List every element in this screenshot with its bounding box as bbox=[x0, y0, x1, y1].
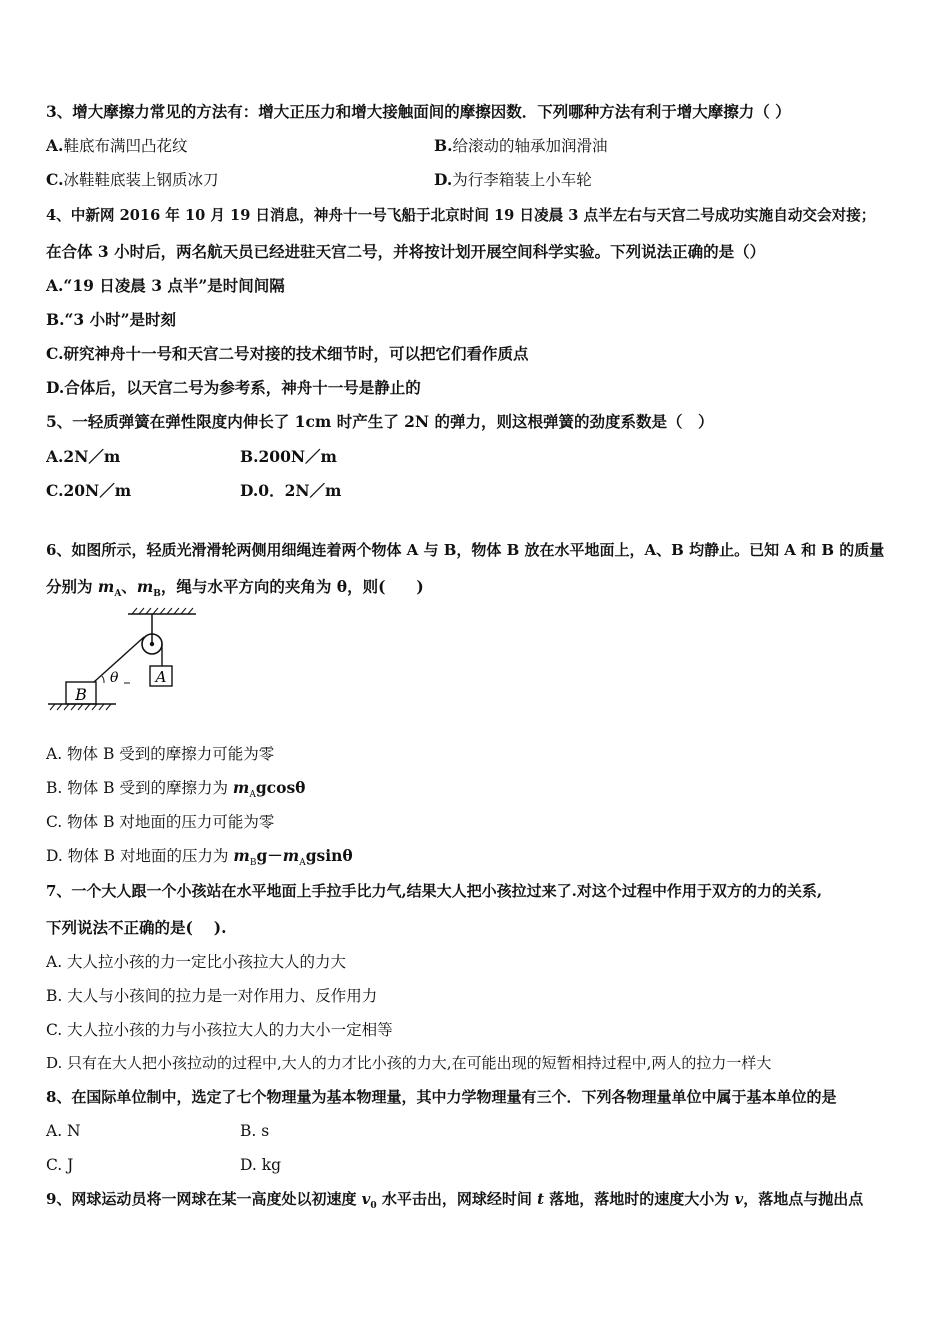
q9-stem: 9、网球运动员将一网球在某一高度处以初速度 $v_0$ 水平击出，网球经时间 t 落地，落地时的速度大小为 v，落地点与抛出点 bbox=[46, 1190, 864, 1211]
pulley-diagram bbox=[44, 604, 204, 716]
q8-stem: 8、在国际单位制中，选定了七个物理量为基本物理量，其中力学物理量有三个．下列各物理量单位中属于基本单位的是 bbox=[46, 1088, 837, 1106]
theta-label: θ bbox=[110, 670, 119, 686]
q7-option-d: D. 只有在大人把小孩拉动的过程中,大人的力才比小孩的力大,在可能出现的短暂相持过程中,两人的拉力一样大 bbox=[46, 1054, 772, 1072]
q7-option-a: A. 大人拉小孩的力一定比小孩拉大人的力大 bbox=[46, 953, 347, 971]
q3-option-d: D.为行李箱装上小车轮 bbox=[434, 170, 592, 189]
q8-option-c: C. J bbox=[46, 1156, 74, 1174]
q4-stem-line2: 在合体 3 小时后，两名航天员已经进驻天宫二号，并将按计划开展空间科学实验。下列说法正确的是（） bbox=[46, 242, 766, 261]
q4-option-c: C.研究神舟十一号和天宫二号对接的技术细节时，可以把它们看作质点 bbox=[46, 344, 529, 363]
q8-option-a: A. N bbox=[46, 1122, 81, 1140]
q6-option-d: D. 物体 B 对地面的压力为 $m_Bg-m_Agsin\theta$ bbox=[46, 846, 353, 869]
q7-stem-line1: 7、一个大人跟一个小孩站在水平地面上手拉手比力气,结果大人把小孩拉过来了.对这个过程中作用于双方的力的关系, bbox=[46, 882, 823, 900]
q3-option-a: A.鞋底布满凹凸花纹 bbox=[46, 136, 188, 155]
q4-option-b: B.“3 小时”是时刻 bbox=[46, 310, 177, 329]
q5-option-d: D.0．2N／m bbox=[240, 481, 342, 500]
q7-option-c: C. 大人拉小孩的力与小孩拉大人的力大小一定相等 bbox=[46, 1021, 393, 1039]
rope-to-b bbox=[94, 637, 144, 682]
q6-option-b: B. 物体 B 受到的摩擦力为 $m_Agcos\theta$ bbox=[46, 778, 306, 801]
q8-option-d: D. kg bbox=[240, 1156, 282, 1174]
q4-option-d: D.合体后，以天宫二号为参考系，神舟十一号是静止的 bbox=[46, 378, 421, 397]
q7-option-b: B. 大人与小孩间的拉力是一对作用力、反作用力 bbox=[46, 987, 378, 1005]
block-a-label: A bbox=[155, 668, 167, 686]
q5-option-a: A.2N／m bbox=[46, 447, 121, 466]
q5-option-b: B.200N／m bbox=[240, 447, 337, 466]
block-b-label: B bbox=[75, 685, 87, 704]
q4-stem-line1: 4、中新网 2016 年 10 月 19 日消息，神舟十一号飞船于北京时间 19 日凌晨 3 点半左右与天宫二号成功实施自动交会对接； bbox=[46, 207, 876, 224]
q3-option-c: C.冰鞋鞋底装上钢质冰刀 bbox=[46, 170, 219, 189]
q7-stem-line2: 下列说法不正确的是( ). bbox=[46, 918, 227, 937]
q4-option-a: A.“19 日凌晨 3 点半”是时间间隔 bbox=[46, 276, 285, 295]
q3-option-b: B.给滚动的轴承加润滑油 bbox=[434, 136, 608, 155]
q6-option-c: C. 物体 B 对地面的压力可能为零 bbox=[46, 813, 275, 831]
q5-option-c: C.20N／m bbox=[46, 481, 132, 500]
q6-stem-line2: 分别为 $m_A$、$m_B$，绳与水平方向的夹角为 θ，则( ) bbox=[46, 577, 424, 600]
q6-stem-line1: 6、如图所示，轻质光滑滑轮两侧用细绳连着两个物体 A 与 B，物体 B 放在水平地面上，A、B 均静止。已知 A 和 B 的质量 bbox=[46, 541, 885, 559]
q8-option-b: B. s bbox=[240, 1122, 270, 1140]
q6-option-a: A. 物体 B 受到的摩擦力可能为零 bbox=[46, 745, 275, 763]
q5-stem: 5、一轻质弹簧在弹性限度内伸长了 1cm 时产生了 2N 的弹力，则这根弹簧的劲度系数是（ ） bbox=[46, 412, 714, 431]
q3-stem: 3、增大摩擦力常见的方法有：增大正压力和增大接触面间的摩擦因数．下列哪种方法有利于增大摩擦力（ ） bbox=[46, 102, 791, 121]
